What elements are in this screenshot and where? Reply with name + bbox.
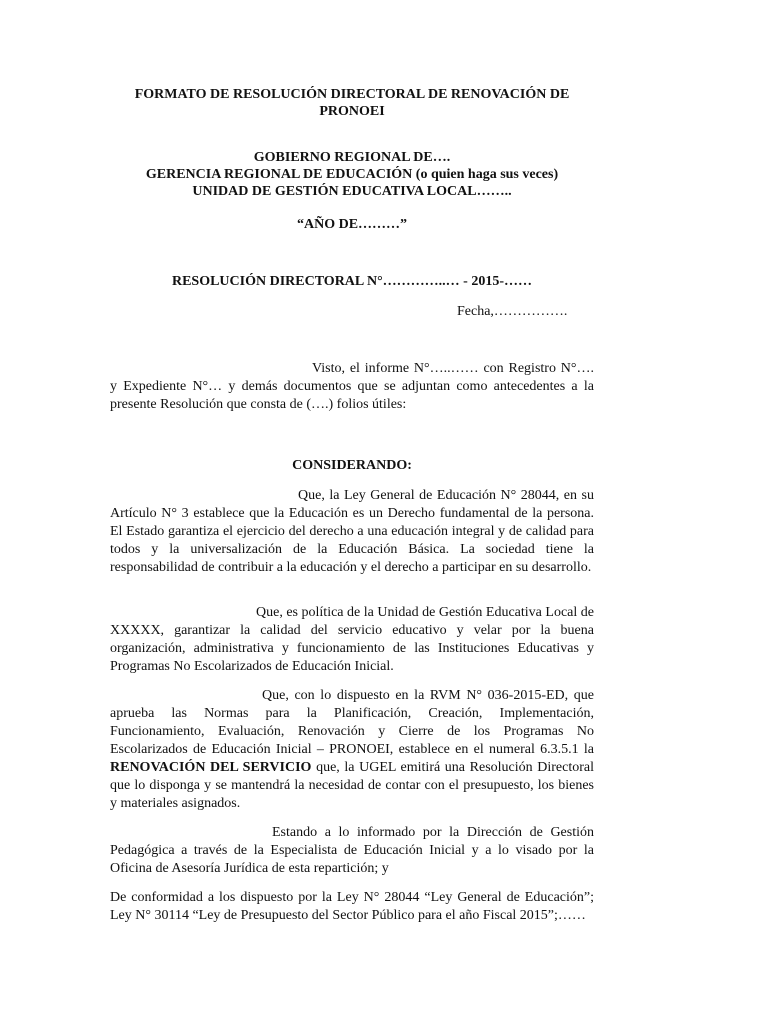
considerando-3-text-a: Que, con lo dispuesto en la RVM N° 036-2015-ED, que aprueba las Normas para la Planificación, Creación, Implementación, Funcionamiento, Evaluación, Renovación y Cierre de los Programas No Escolarizados de Educación Inicial – PRONOEI, establece en el numeral 6.3.5.1 la [110,688,594,757]
visto-paragraph: Visto, el informe N°…..…… con Registro N°…. y Expediente N°… y demás documentos que se adjuntan como antecedentes a la presente Resolución que consta de (….) folios útiles: [110,361,594,412]
header-block [110,149,594,200]
renovacion-servicio-bold: RENOVACIÓN DEL SERVICIO [110,760,312,775]
considerando-paragraph-5: De conformidad a los dispuesto por la Ley N° 28044 “Ley General de Educación”; Ley N° 30114 “Ley de Presupuesto del Sector Público para el año Fiscal 2015”;…… [110,890,594,923]
header-line-3: UNIDAD DE GESTIÓN EDUCATIVA LOCAL…….. [192,184,512,199]
considerando-3-text-b: que, la UGEL emitirá una Resolución Directoral que lo disponga y se mantendrá la necesidad de contar con el presupuesto, los bienes y materiales asignados. [110,760,595,811]
considerando-heading: CONSIDERANDO: [292,458,412,473]
considerando-paragraph-2: Que, es política de la Unidad de Gestión Educativa Local de XXXXX, garantizar la calidad del servicio educativo y velar por la buena organización, administrativa y funcionamiento de las Instituciones Educativas y Programas No Escolarizados de Educación Inicial. [110,605,594,674]
year-line: “AÑO DE………” [296,217,408,232]
considerando-paragraph-3 [110,687,594,813]
resolution-number: RESOLUCIÓN DIRECTORAL N°…………..… - 2015-…… [171,274,533,289]
date-line: Fecha,……………. [457,304,568,319]
header-line-1: GOBIERNO REGIONAL DE…. [253,150,451,165]
header-line-2: GERENCIA REGIONAL DE EDUCACIÓN (o quien haga sus veces) [145,167,559,182]
title-line-2: PRONOEI [319,104,385,119]
title-line-1: FORMATO DE RESOLUCIÓN DIRECTORAL DE RENOVACIÓN DE [134,87,570,102]
considerando-paragraph-1: Que, la Ley General de Educación N° 28044, en su Artículo N° 3 establece que la Educación es un Derecho fundamental de la persona. El Estado garantiza el ejercicio del derecho a una educación integral y de calidad para todos y la universalización de la Educación Básica. La sociedad tiene la responsabilidad de contribuir a la educación y el derecho a participar en su desarrollo. [110,488,594,575]
considerando-paragraph-4: Estando a lo informado por la Dirección de Gestión Pedagógica a través de la Especialista de Educación Inicial y a lo visado por la Oficina de Asesoría Jurídica de esta repartición; y [110,825,594,876]
document-title [110,86,594,120]
